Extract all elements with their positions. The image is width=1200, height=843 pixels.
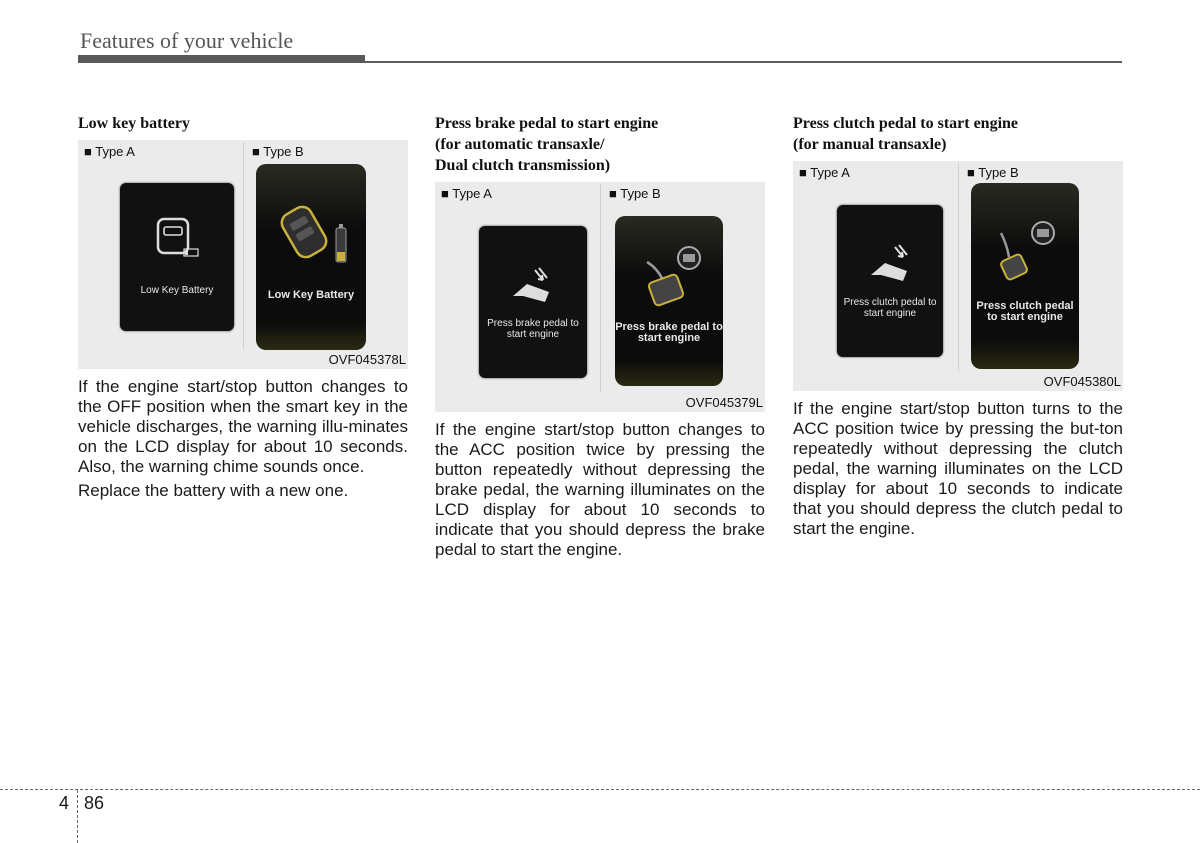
type-b-label: ■ Type B <box>967 165 1019 180</box>
lcd-display-type-a <box>479 226 587 378</box>
page-number: 86 <box>84 793 105 813</box>
type-a-label: ■ Type A <box>799 165 850 180</box>
figure-divider <box>243 142 244 349</box>
header-rule-thick <box>78 55 365 63</box>
smart-key-battery-icon <box>152 217 200 263</box>
type-b-label: ■ Type B <box>609 186 661 201</box>
figure-press-clutch-pedal <box>793 161 1123 391</box>
body-paragraph: If the engine start/stop button turns to the ACC position twice by pressing the but-ton repeatedly without depressing the clutch pedal, the warning illuminates on the LCD display for about 10 seconds to indicate that you should depress the clutch pedal to start the engine. <box>793 399 1123 538</box>
lcd-display-type-b <box>256 164 366 350</box>
section-heading <box>78 113 408 134</box>
heading-line: Press brake pedal to start engine <box>435 115 659 132</box>
figure-code: OVF045380L <box>1043 374 1121 389</box>
figure-divider <box>958 163 959 371</box>
body-paragraph: If the engine start/stop button changes to the ACC position twice by pressing the button repeatedly without depressing the brake pedal, the warning illuminates on the LCD display for about 10 seconds to indicate that you should depress the brake pedal to start the engine. <box>435 420 765 559</box>
lcd-display-type-b <box>971 183 1079 369</box>
lcd-warning-text: Low Key Battery <box>140 285 214 296</box>
lcd-display-type-b <box>615 216 723 386</box>
section-low-key-battery <box>78 113 408 501</box>
figure-press-brake-pedal <box>435 182 765 412</box>
footer-rule <box>0 789 1200 790</box>
lcd-warning-text: Low Key Battery <box>267 289 355 301</box>
brake-pedal-icon <box>509 266 559 306</box>
page-chapter-number: 4 <box>59 793 70 813</box>
page-header-title: Features of your vehicle <box>80 28 294 53</box>
heading-line: (for automatic transaxle/ <box>435 136 605 153</box>
smart-key-battery-icon <box>276 198 354 268</box>
body-paragraph: If the engine start/stop button changes to the OFF position when the smart key in the vehicle discharges, the warning illu-minates on the LCD display for about 10 seconds. Also, the warning chime sounds once. <box>78 377 408 476</box>
brake-pedal-icon <box>637 244 713 310</box>
heading-line: Low key battery <box>78 115 190 132</box>
lcd-warning-text: Press clutch pedal to start engine <box>843 297 937 319</box>
figure-code: OVF045379L <box>685 395 763 410</box>
section-press-brake-pedal <box>435 113 765 560</box>
figure-divider <box>600 184 601 392</box>
section-heading <box>435 113 765 176</box>
footer-page-divider <box>77 790 78 843</box>
section-heading <box>793 113 1123 155</box>
lcd-warning-text: Press brake pedal to start engine <box>615 321 723 344</box>
clutch-pedal-icon <box>867 243 917 285</box>
type-a-label: ■ Type A <box>84 144 135 159</box>
lcd-warning-text: Press clutch pedal to start engine <box>976 300 1074 323</box>
clutch-pedal-icon <box>993 219 1069 285</box>
type-a-label: ■ Type A <box>441 186 492 201</box>
lcd-display-type-a <box>837 205 943 357</box>
figure-low-key-battery <box>78 140 408 369</box>
lcd-display-type-a <box>120 183 234 331</box>
lcd-warning-text: Press brake pedal to start engine <box>487 318 579 340</box>
body-paragraph: Replace the battery with a new one. <box>78 481 349 500</box>
section-press-clutch-pedal <box>793 113 1123 539</box>
figure-code: OVF045378L <box>328 352 406 367</box>
heading-line: Dual clutch transmission) <box>435 157 611 174</box>
type-b-label: ■ Type B <box>252 144 304 159</box>
heading-line: Press clutch pedal to start engine <box>793 115 1019 132</box>
heading-line: (for manual transaxle) <box>793 136 947 153</box>
header-rule-thin <box>365 61 1122 63</box>
